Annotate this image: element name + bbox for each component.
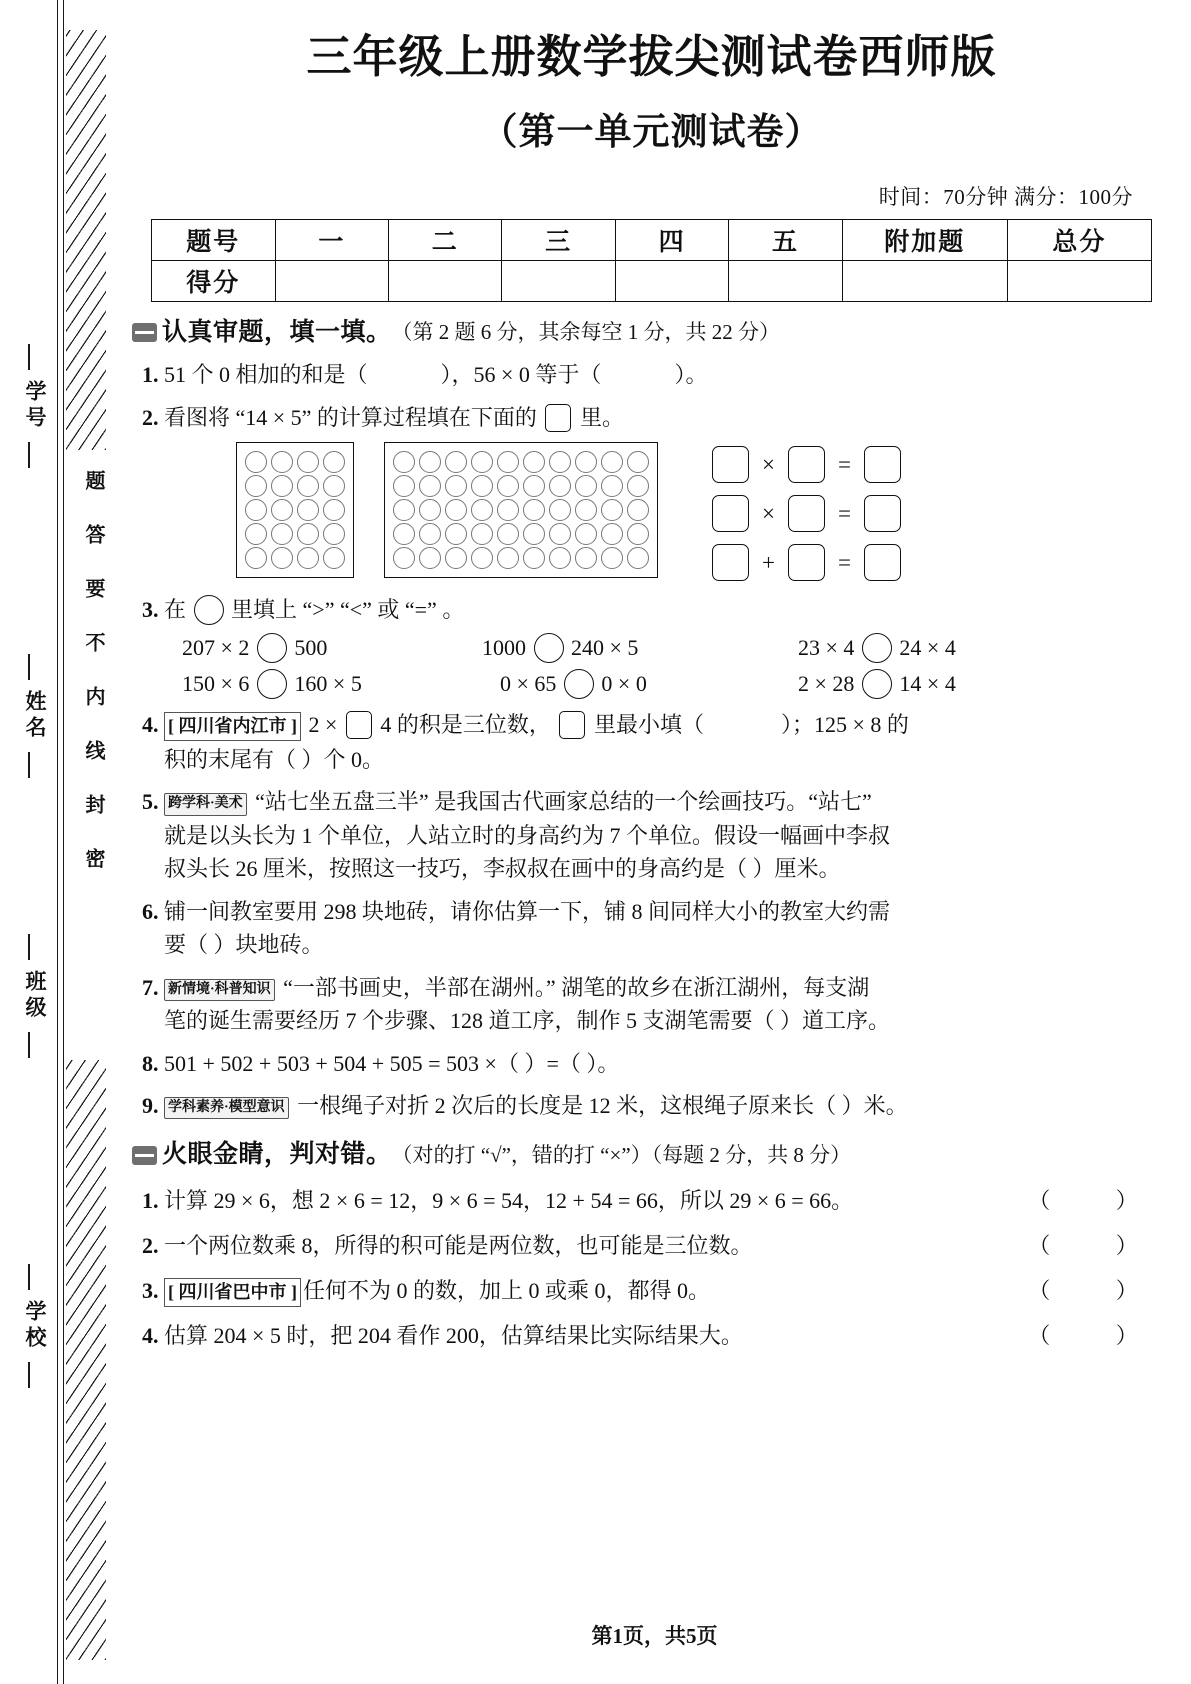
answer-box[interactable] xyxy=(545,404,571,432)
dot-circle xyxy=(523,475,545,497)
dot-circle xyxy=(445,475,467,497)
table-row-header xyxy=(151,219,1151,260)
dot-circle xyxy=(393,523,415,545)
question-7 xyxy=(130,971,1173,1038)
table-row-score xyxy=(151,260,1151,301)
question-text xyxy=(164,785,1173,885)
dot-grid-right xyxy=(384,442,658,578)
dot-circle xyxy=(627,475,649,497)
dot-circle xyxy=(271,499,293,521)
dot-circle xyxy=(445,547,467,569)
question-text: 501 + 502 + 503 + 504 + 505 = 503 ×（ ）=（ ）。 xyxy=(164,1050,620,1076)
q7-line-1: “一部书画史，半部在湖州。” 湖笔的故乡在浙江湖州，每支湖 xyxy=(283,974,870,1000)
dot-circle xyxy=(245,451,267,473)
compare-pair xyxy=(798,633,1098,663)
question-2 xyxy=(130,401,1173,434)
compare-pair xyxy=(182,633,482,663)
dot-circle xyxy=(549,499,571,521)
dot-circle xyxy=(601,475,623,497)
question-number: 9. xyxy=(142,1092,159,1118)
compare-row-1 xyxy=(182,633,1173,663)
dot-circle xyxy=(393,547,415,569)
question-number: 1. xyxy=(142,362,159,388)
dot-circle xyxy=(575,499,597,521)
dot-circle xyxy=(445,499,467,521)
page-title: 三年级上册数学拔尖测试卷西师版 xyxy=(306,32,997,82)
page-footer: 第1页，共5页 xyxy=(591,1624,718,1648)
dot-circle xyxy=(497,475,519,497)
dot-circle xyxy=(445,451,467,473)
compare-right: 240 × 5 xyxy=(571,634,639,660)
question-1 xyxy=(130,358,1173,391)
answer-paren[interactable]: （ ） xyxy=(1028,1233,1168,1259)
score-table xyxy=(151,219,1152,302)
dot-circle xyxy=(245,523,267,545)
q4-part-c: 里最小填（ xyxy=(593,711,704,737)
exam-meta: 时间：70分钟 满分：100分 xyxy=(878,184,1133,209)
question-text xyxy=(164,708,1173,777)
question-text: 估算 204 × 5 时，把 204 看作 200，估算结果比实际结果大。 xyxy=(164,1323,743,1349)
question-text xyxy=(164,401,1173,434)
dot-grid-row xyxy=(243,522,347,546)
question-number: 2. xyxy=(142,1233,159,1259)
dot-circle xyxy=(271,547,293,569)
sidebar-field-xuehao: 学号 xyxy=(8,380,50,432)
score-table-cell: 总分 xyxy=(1007,219,1151,260)
q6-line-1: 铺一间教室要用 298 块地砖，请你估算一下，铺 8 间同样大小的教室大约需 xyxy=(164,898,891,924)
dot-circle xyxy=(419,475,441,497)
dot-circle xyxy=(627,451,649,473)
answer-circle[interactable] xyxy=(862,669,892,699)
q1-part-b: ），56 × 0 等于（ xyxy=(440,362,602,388)
dot-circle xyxy=(323,523,345,545)
answer-box[interactable] xyxy=(864,495,901,532)
score-table-cell: 题号 xyxy=(151,219,275,260)
answer-box[interactable] xyxy=(712,544,749,581)
dot-circle xyxy=(323,547,345,569)
section-marker-icon xyxy=(132,323,157,342)
question-number: 3. xyxy=(142,597,159,623)
operator-equals: = xyxy=(837,549,851,575)
dot-circle xyxy=(471,499,493,521)
q5-line-2: 就是以头长为 1 个单位，人站立时的身高约为 7 个单位。假设一幅画中李叔 xyxy=(164,822,891,848)
question-5 xyxy=(130,785,1173,885)
dot-circle xyxy=(297,547,319,569)
question-number: 5. xyxy=(142,789,159,815)
section-two-title: 火眼金睛，判对错。 xyxy=(162,1141,392,1169)
answer-circle[interactable] xyxy=(257,633,287,663)
dot-circle xyxy=(297,499,319,521)
answer-paren[interactable]: （ ） xyxy=(1028,1278,1168,1304)
dot-circle xyxy=(419,547,441,569)
operator-multiply: × xyxy=(762,451,775,477)
score-input-cell[interactable] xyxy=(615,260,728,301)
score-table-cell: 三 xyxy=(502,219,615,260)
question-8 xyxy=(130,1047,1173,1080)
equation-row-3 xyxy=(712,544,901,581)
section-one-note: （第 2 题 6 分，其余每空 1 分，共 22 分） xyxy=(391,320,781,345)
question-text xyxy=(164,358,1173,391)
score-input-cell[interactable] xyxy=(1007,260,1151,301)
question-number: 8. xyxy=(142,1050,159,1076)
question-number: 4. xyxy=(142,711,159,737)
dot-grid-left xyxy=(236,442,354,578)
dot-circle xyxy=(297,451,319,473)
dot-circle xyxy=(445,523,467,545)
question-number: 2. xyxy=(142,404,159,430)
section-two-header xyxy=(132,1138,1173,1172)
compare-left: 1000 xyxy=(482,634,526,660)
q3-part-b: 里填上 “>” “<” 或 “=” 。 xyxy=(231,597,465,623)
question-text xyxy=(164,593,1173,626)
sidebar-hatch-top xyxy=(66,30,106,450)
dot-circle xyxy=(471,475,493,497)
compare-right: 14 × 4 xyxy=(899,670,956,696)
dot-grid-row xyxy=(391,546,651,570)
dot-circle xyxy=(601,523,623,545)
dot-circle xyxy=(393,451,415,473)
score-input-cell[interactable] xyxy=(842,260,1007,301)
answer-box[interactable] xyxy=(788,544,825,581)
q4-part-a: 2 × xyxy=(308,711,338,737)
tf-item-4 xyxy=(130,1319,1173,1352)
dot-circle xyxy=(549,451,571,473)
answer-circle[interactable] xyxy=(257,669,287,699)
question-2-figure xyxy=(236,442,1173,581)
question-text xyxy=(164,1089,1173,1122)
dot-circle xyxy=(245,547,267,569)
dot-circle xyxy=(419,451,441,473)
score-table-cell: 二 xyxy=(389,219,502,260)
compare-right: 0 × 0 xyxy=(601,670,647,696)
score-table-cell: 得分 xyxy=(151,260,275,301)
dot-circle xyxy=(471,523,493,545)
answer-circle[interactable] xyxy=(862,633,892,663)
question-4 xyxy=(130,708,1173,777)
dot-grid-row xyxy=(243,474,347,498)
q5-line-3: 叔头长 26 厘米，按照这一技巧，李叔叔在画中的身高约是（ ）厘米。 xyxy=(164,856,841,882)
q4-line-2: 积的末尾有（ ）个 0。 xyxy=(164,747,385,772)
compare-left: 150 × 6 xyxy=(182,670,250,696)
answer-paren[interactable]: （ ） xyxy=(1028,1188,1168,1214)
sidebar-rule-outer xyxy=(57,0,58,1684)
q4-part-d: ）；125 × 8 的 xyxy=(780,711,909,737)
compare-pair xyxy=(182,669,482,699)
q1-part-c: ）。 xyxy=(674,362,708,388)
dot-circle xyxy=(497,523,519,545)
q3-part-a: 在 xyxy=(164,597,187,623)
answer-box[interactable] xyxy=(788,495,825,532)
region-tag: [ 四川省内江市 ] xyxy=(164,712,301,741)
exam-sidebar xyxy=(0,0,112,1684)
dot-circle xyxy=(601,547,623,569)
compare-pair xyxy=(798,669,1098,699)
q7-line-2: 笔的诞生需要经历 7 个步骤、128 道工序，制作 5 支湖笔需要（ ）道工序。 xyxy=(164,1008,891,1034)
compare-row-2 xyxy=(182,669,1173,699)
question-number: 3. xyxy=(142,1278,159,1304)
dot-circle xyxy=(297,523,319,545)
sidebar-field-xuexiao: 学校 xyxy=(8,1300,50,1352)
operator-equals: = xyxy=(837,451,851,477)
compare-right: 160 × 5 xyxy=(294,670,362,696)
answer-circle[interactable] xyxy=(194,595,224,625)
q5-line-1: “站七坐五盘三半” 是我国古代画家总结的一个绘画技巧。“站七” xyxy=(255,789,872,815)
answer-circle[interactable] xyxy=(534,633,564,663)
answer-box[interactable] xyxy=(864,446,901,483)
dot-circle xyxy=(497,451,519,473)
dot-grid-row xyxy=(391,498,651,522)
compare-left: 2 × 28 xyxy=(798,670,855,696)
score-input-cell[interactable] xyxy=(389,260,502,301)
question-number: 4. xyxy=(142,1323,159,1349)
dot-circle xyxy=(601,499,623,521)
operator-equals: = xyxy=(837,500,851,526)
compare-left: 23 × 4 xyxy=(798,634,855,660)
answer-box[interactable] xyxy=(712,495,749,532)
dot-circle xyxy=(549,547,571,569)
question-text xyxy=(164,1274,1023,1307)
compare-right: 24 × 4 xyxy=(899,634,956,660)
section-marker-icon xyxy=(132,1146,157,1165)
answer-box[interactable] xyxy=(864,544,901,581)
dot-circle xyxy=(549,475,571,497)
dot-circle xyxy=(575,475,597,497)
question-number: 6. xyxy=(142,898,159,924)
dot-circle xyxy=(523,499,545,521)
dot-circle xyxy=(419,499,441,521)
dot-grid-row xyxy=(391,522,651,546)
question-6 xyxy=(130,895,1173,962)
score-input-cell[interactable] xyxy=(729,260,842,301)
question-text xyxy=(164,971,1173,1038)
question-text xyxy=(164,895,1173,962)
equation-row-2 xyxy=(712,495,901,532)
score-input-cell[interactable] xyxy=(502,260,615,301)
dot-circle xyxy=(523,451,545,473)
dot-circle xyxy=(471,547,493,569)
compare-right: 500 xyxy=(294,634,328,660)
answer-box[interactable] xyxy=(559,711,585,739)
dot-grid-row xyxy=(243,546,347,570)
score-table-cell: 附加题 xyxy=(842,219,1007,260)
q2-part-b: 里。 xyxy=(579,404,624,430)
dot-circle xyxy=(323,475,345,497)
sidebar-hatch-bottom xyxy=(66,1060,106,1660)
dot-circle xyxy=(245,475,267,497)
dot-circle xyxy=(271,451,293,473)
dot-grid-row xyxy=(243,450,347,474)
dot-circle xyxy=(323,451,345,473)
dot-circle xyxy=(575,547,597,569)
compare-pair xyxy=(482,669,798,699)
dot-circle xyxy=(601,451,623,473)
section-one-header xyxy=(132,316,1173,350)
dot-circle xyxy=(297,475,319,497)
dot-circle xyxy=(627,523,649,545)
q6-line-2: 要（ ）块地砖。 xyxy=(164,932,324,958)
q1-part-a: 51 个 0 相加的和是（ xyxy=(164,362,368,388)
question-number: 1. xyxy=(142,1188,159,1214)
operator-multiply: × xyxy=(762,500,775,526)
sidebar-field-xingming: 姓名 xyxy=(8,690,50,742)
dot-circle xyxy=(523,547,545,569)
subject-tag: 新情境·科普知识 xyxy=(164,979,275,1001)
dot-circle xyxy=(323,499,345,521)
tf-3-body: 任何不为 0 的数，加上 0 或乘 0，都得 0。 xyxy=(303,1278,711,1304)
dot-circle xyxy=(271,475,293,497)
dot-circle xyxy=(549,523,571,545)
question-text: 一个两位数乘 8，所得的积可能是两位数，也可能是三位数。 xyxy=(164,1233,753,1259)
section-two-note: （对的打 “√”，错的打 “×”）（每题 2 分，共 8 分） xyxy=(391,1143,852,1168)
sidebar-field-banji: 班级 xyxy=(8,970,50,1022)
section-one-title: 认真审题，填一填。 xyxy=(162,318,392,346)
subject-tag: 学科素养·模型意识 xyxy=(164,1097,289,1119)
equation-row-1 xyxy=(712,446,901,483)
dot-circle xyxy=(471,451,493,473)
dot-grid-row xyxy=(391,450,651,474)
exam-page xyxy=(118,0,1191,1684)
dot-grid-row xyxy=(243,498,347,522)
score-input-cell[interactable] xyxy=(275,260,388,301)
dot-circle xyxy=(245,499,267,521)
dot-circle xyxy=(575,523,597,545)
compare-left: 0 × 65 xyxy=(500,670,557,696)
compare-left: 207 × 2 xyxy=(182,634,250,660)
answer-paren[interactable]: （ ） xyxy=(1028,1323,1168,1349)
question-text: 计算 29 × 6，想 2 × 6 = 12，9 × 6 = 54，12 + 54 = 66，所以 29 × 6 = 66。 xyxy=(164,1188,854,1214)
dot-grid-row xyxy=(391,474,651,498)
question-3 xyxy=(130,593,1173,626)
dot-circle xyxy=(393,475,415,497)
region-tag: [ 四川省巴中市 ] xyxy=(164,1278,301,1307)
score-table-cell: 四 xyxy=(615,219,728,260)
answer-box[interactable] xyxy=(346,711,372,739)
dot-circle xyxy=(627,547,649,569)
answer-box[interactable] xyxy=(788,446,825,483)
compare-pair xyxy=(482,633,798,663)
tf-item-1 xyxy=(130,1184,1173,1217)
tf-item-2 xyxy=(130,1229,1173,1262)
score-table-cell: 五 xyxy=(729,219,842,260)
page-subtitle: （第一单元测试卷） xyxy=(480,111,823,153)
dot-circle xyxy=(419,523,441,545)
equation-blanks-column xyxy=(712,442,901,581)
subject-tag: 跨学科·美术 xyxy=(164,793,247,815)
operator-plus: + xyxy=(762,549,775,575)
question-number: 7. xyxy=(142,974,159,1000)
question-9 xyxy=(130,1089,1173,1122)
sidebar-seal-text: 题答要不内线封密 xyxy=(82,470,104,902)
q2-part-a: 看图将 “14 × 5” 的计算过程填在下面的 xyxy=(164,404,537,430)
dot-circle xyxy=(575,451,597,473)
q9-line-1: 一根绳子对折 2 次后的长度是 12 米，这根绳子原来长（ ）米。 xyxy=(297,1092,908,1118)
dot-circle xyxy=(497,499,519,521)
dot-circle xyxy=(627,499,649,521)
dot-circle xyxy=(523,523,545,545)
score-table-cell: 一 xyxy=(275,219,388,260)
tf-item-3 xyxy=(130,1274,1173,1307)
answer-box[interactable] xyxy=(712,446,749,483)
dot-circle xyxy=(271,523,293,545)
dot-circle xyxy=(393,499,415,521)
q4-part-b: 4 的积是三位数， xyxy=(380,711,551,737)
answer-circle[interactable] xyxy=(564,669,594,699)
dot-circle xyxy=(497,547,519,569)
